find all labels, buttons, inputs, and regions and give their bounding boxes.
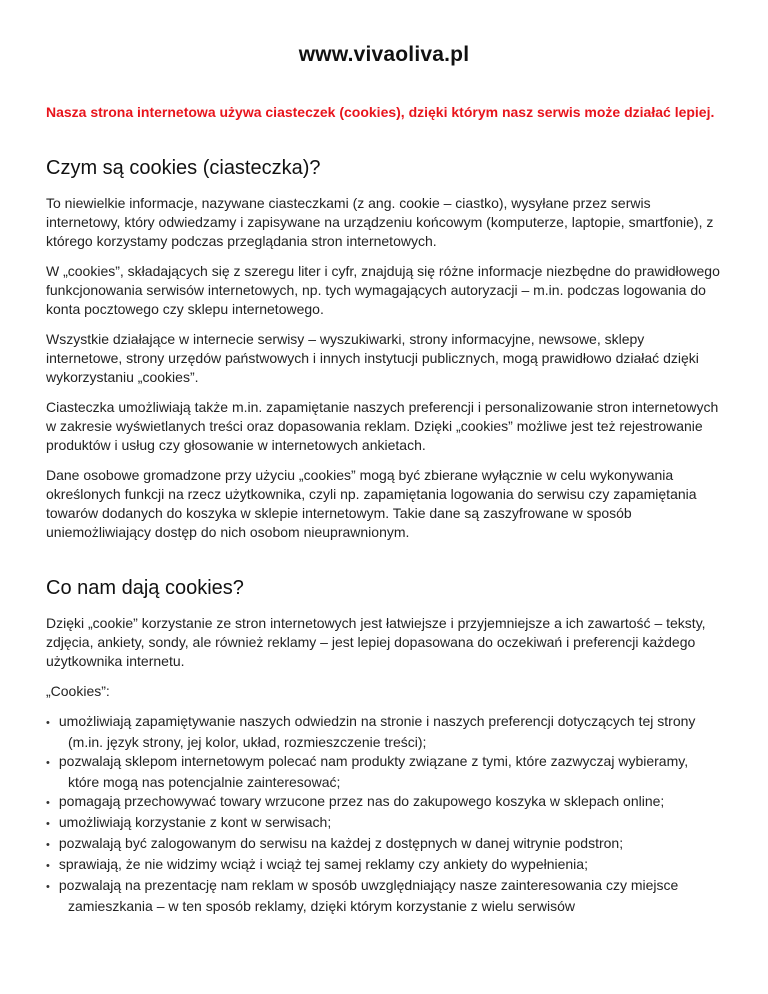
bullet-icon: • <box>46 818 50 830</box>
list-item: • pozwalają na prezentację nam reklam w sposób uwzględniający nasze zainteresowania czy miejsce zamieszkania – w ten sposób reklamy, dzięki którym korzystanie z wielu serwisów <box>46 877 679 914</box>
document-page <box>46 0 722 916</box>
paragraph: Wszystkie działające w internecie serwisy – wyszukiwarki, strony informacyjne, newsowe, sklepy internetowe, strony urzędów państwowych i innych instytucji publicznych, mogą prawidłowo działać dzięki wykorzystaniu „cookies”. <box>46 331 699 385</box>
paragraph: To niewielkie informacje, nazywane ciasteczkami (z ang. cookie – ciastko), wysyłane przez serwis internetowy, który odwiedzamy i zapisywane na urządzeniu końcowym (komputerze, laptopie, smartfonie), z którego korzystamy podczas przeglądania stron internetowych. <box>46 195 714 249</box>
list-item: • umożliwiają zapamiętywanie naszych odwiedzin na stronie i naszych preferencji dotyczących tej strony (m.in. język strony, jej kolor, układ, rozmieszczenie treści); <box>46 713 696 750</box>
bullet-icon: • <box>46 797 50 809</box>
paragraph: Dane osobowe gromadzone przy użyciu „cookies” mogą być zbierane wyłącznie w celu wykonywania określonych funkcji na rzecz użytkownika, czyli np. zapamiętania logowania do serwisu czy zapamiętania towarów dodanych do koszyka w sklepie internetowym. Takie dane są zaszyfrowane w sposób uniemożliwiający dostęp do nich osobom nieuprawnionym. <box>46 467 697 540</box>
paragraph: Dzięki „cookie” korzystanie ze stron internetowych jest łatwiejsze i przyjemniejsze a ich zawartość – teksty, zdjęcia, ankiety, sondy, ale również reklamy – jest lepiej dopasowana do oczekiwań i preferencji każdego użytkownika internetu. <box>46 615 706 669</box>
list-item: • sprawiają, że nie widzimy wciąż i wciąż tej samej reklamy czy ankiety do wypełnienia; <box>36 855 722 876</box>
list-label: „Cookies”: <box>46 683 110 699</box>
bullet-icon: • <box>46 881 50 893</box>
paragraph: W „cookies”, składających się z szeregu liter i cyfr, znajdują się różne informacje niezbędne do prawidłowego funkcjonowania serwisów internetowych, np. tych wymagających autoryzacji – m.in. podczas logowania do konta pocztowego czy sklepu internetowego. <box>46 263 720 317</box>
bullet-icon: • <box>46 717 50 729</box>
site-title: www.vivaoliva.pl <box>298 43 470 66</box>
list-item: • pomagają przechowywać towary wrzucone przez nas do zakupowego koszyka w sklepach online; <box>36 792 722 813</box>
list-item: • pozwalają być zalogowanym do serwisu na każdej z dostępnych w danej witrynie podstron; <box>36 834 722 855</box>
benefits-list <box>46 712 722 916</box>
list-item: • pozwalają sklepom internetowym polecać nam produkty związane z tymi, które zazwyczaj wybieramy, które mogą nas potencjalnie zainteresować; <box>46 753 689 790</box>
section-heading-what-are-cookies: Czym są cookies (ciasteczka)? <box>46 157 321 179</box>
bullet-icon: • <box>46 839 50 851</box>
bullet-icon: • <box>46 860 50 872</box>
bullet-icon: • <box>46 757 50 769</box>
paragraph: Ciasteczka umożliwiają także m.in. zapamiętanie naszych preferencji i personalizowanie stron internetowych w zakresie wyświetlanych treści oraz dopasowania reklam. Dzięki „cookies” możliwe jest też rejestrowanie produktów i usług czy głosowanie w internetowych ankietach. <box>46 399 719 453</box>
section-heading-what-cookies-give: Co nam dają cookies? <box>46 577 244 599</box>
cookie-notice: Nasza strona internetowa używa ciasteczek (cookies), dzięki którym nasz serwis może działać lepiej. <box>46 104 715 120</box>
list-item: • umożliwiają korzystanie z kont w serwisach; <box>36 813 722 834</box>
